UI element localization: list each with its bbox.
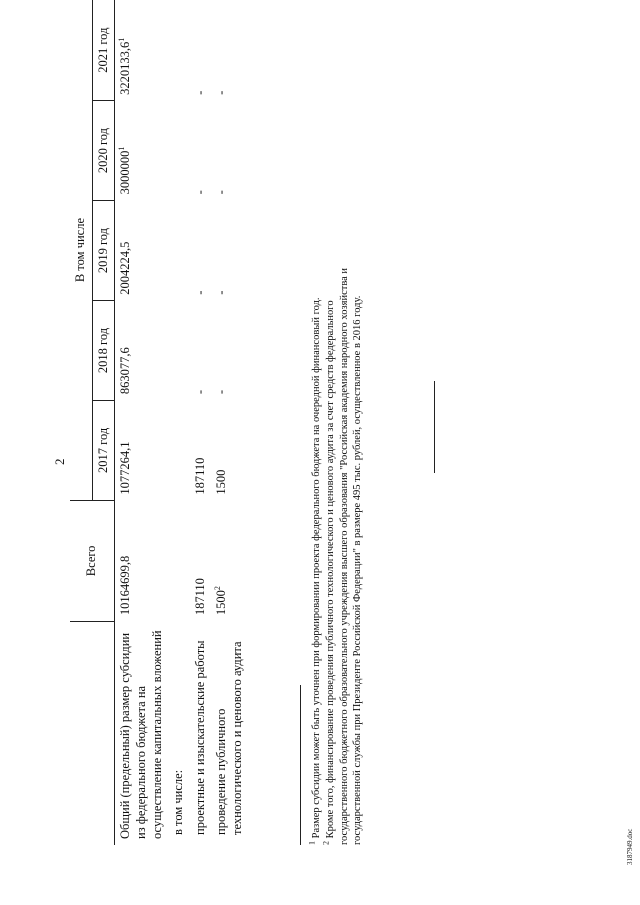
- footnote-mark: 2: [321, 841, 331, 845]
- row-value: -: [214, 90, 229, 95]
- row-label: Общий (предельный) размер субсидии из федерального бюджета на осуществление капитальных вложений: [118, 630, 164, 839]
- total-header: Всего: [70, 501, 115, 622]
- table-row: [211, 0, 248, 845]
- table-row: [168, 0, 190, 845]
- footnote-text: Размер субсидии может быть уточнен при формировании проекта федерального бюджета на очередной финансовый год.: [311, 297, 322, 841]
- year-header: 2021 год: [95, 27, 110, 73]
- label-header-cell: [70, 621, 115, 845]
- page-number: 2: [52, 458, 67, 465]
- row-value: -: [192, 190, 207, 195]
- row-value: 3220133,6$^1$: [117, 37, 133, 95]
- row-value: -: [214, 190, 229, 195]
- row-label: проектные и изыскательские работы: [192, 640, 207, 835]
- row-value: 3000000$^1$: [117, 146, 133, 195]
- footnote: [307, 235, 324, 845]
- footnote-mark: 1: [307, 841, 317, 845]
- row-value: 1500: [214, 469, 229, 495]
- row-value: 187110: [192, 457, 207, 495]
- in-that-number-header: В том числе: [70, 0, 92, 501]
- year-header: 2017 год: [92, 400, 115, 500]
- table-row: [115, 0, 168, 845]
- footnote-separator: [300, 685, 301, 845]
- subsidy-table: [70, 0, 249, 845]
- row-value: -: [214, 389, 229, 395]
- row-value: -: [192, 290, 207, 295]
- row-total: 1500$^2$: [213, 586, 229, 616]
- footnote-text: Кроме того, финансирование проведения публичного технологического и ценового аудита за счет средств федерального государственного бюджетного образовательного учреждения высшего образования "Российская академия народного хозяйства и государственной службы при Президенте Российской Федерации" в размере 495 тыс. рублей, осуществленное в 2016 году.: [325, 267, 364, 845]
- row-total: 187110: [192, 578, 207, 616]
- year-header: 2018 год: [92, 301, 115, 400]
- footnote-mark: 2: [213, 586, 223, 591]
- year-header: 2020 год: [92, 101, 115, 201]
- row-value: -: [214, 290, 229, 295]
- footnote: [321, 235, 365, 845]
- row-value: 1077264,1: [118, 441, 133, 495]
- row-value: -: [192, 389, 207, 395]
- row-value: 2004224,5: [118, 241, 133, 295]
- table-row: [190, 0, 212, 845]
- row-label: в том числе:: [171, 769, 186, 835]
- document-code: 3187949.doc: [626, 828, 634, 865]
- row-value: 863077,6: [118, 347, 133, 395]
- footnote-mark: 1: [117, 37, 127, 42]
- row-total: 10164699,8: [118, 555, 133, 616]
- footnote-mark: 1: [117, 146, 127, 151]
- row-label: проведение публичного технологического и ценового аудита: [214, 641, 244, 835]
- row-value: -: [192, 90, 207, 95]
- separator-line: [434, 381, 435, 473]
- year-header: 2019 год: [92, 200, 115, 300]
